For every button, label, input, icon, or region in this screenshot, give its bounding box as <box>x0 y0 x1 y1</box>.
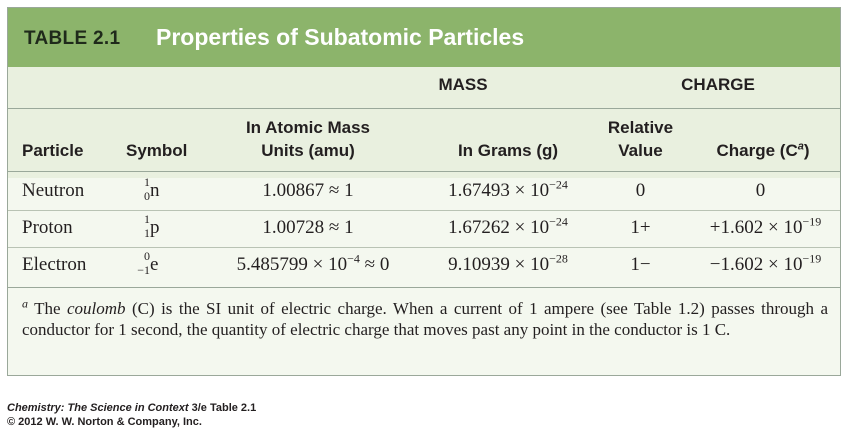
row-rule <box>8 210 840 211</box>
header-grams: In Grams (g) <box>457 141 559 160</box>
header-relative-line1: Relative <box>607 118 674 137</box>
table-frame <box>7 7 841 376</box>
group-rule <box>8 108 840 109</box>
header-amu-line1: In Atomic Mass <box>245 118 371 137</box>
cell-amu-electron: $5.485799 \times 10^{-4} \approx 0$ <box>236 251 390 275</box>
cell-amu-proton: 1.00728 ≈ 1 <box>262 217 354 238</box>
cell-symbol-proton: 1 1 p <box>144 212 160 240</box>
cell-particle-proton: Proton <box>22 217 73 238</box>
header-charge: Charge $(C^a)$ <box>716 140 810 160</box>
group-heading-charge: CHARGE <box>681 75 755 94</box>
cell-relative-neutron: 0 <box>635 180 646 201</box>
table-number: TABLE 2.1 <box>24 28 121 49</box>
footnote-rule <box>8 287 840 288</box>
row-rule <box>8 247 840 248</box>
cell-relative-proton: 1+ <box>630 217 651 238</box>
cell-symbol-neutron: 1 0 n <box>144 175 160 203</box>
group-heading-mass: MASS <box>438 75 488 94</box>
table-title: Properties of Subatomic Particles <box>156 24 525 50</box>
table-footnote: $^a$ The coulomb (C) is the SI unit of electric charge. When a current of 1 ampere (see Table 1.2) passes through a conductor for 1 second, the quantity of electric charge that moves past any point in the conductor is 1 C. <box>22 296 828 339</box>
header-rule <box>8 171 840 172</box>
cell-amu-neutron: 1.00867 ≈ 1 <box>262 180 354 201</box>
cell-grams-proton: $1.67262 \times 10^{-24}$ <box>448 214 568 238</box>
header-amu-line2: Units (amu) <box>261 141 355 160</box>
cell-grams-neutron: $1.67493 \times 10^{-24}$ <box>448 177 568 201</box>
header-symbol: Symbol <box>126 141 188 160</box>
cell-charge-neutron: 0 <box>755 180 766 201</box>
cell-symbol-electron: 0 −1 e <box>137 249 159 277</box>
copyright-credit: © 2012 W. W. Norton & Company, Inc. <box>7 416 202 428</box>
cell-charge-electron: $-1.602 \times 10^{-19}$ <box>709 251 822 275</box>
cell-grams-electron: $9.10939 \times 10^{-28}$ <box>448 251 568 275</box>
source-credit: Chemistry: The Science in Context 3/e Table 2.1 <box>7 402 257 414</box>
cell-particle-electron: Electron <box>22 254 87 275</box>
cell-relative-electron: 1− <box>630 254 651 275</box>
table-title-bar <box>8 8 840 67</box>
cell-particle-neutron: Neutron <box>22 180 85 201</box>
header-particle: Particle <box>22 141 84 160</box>
cell-charge-proton: $+1.602 \times 10^{-19}$ <box>709 214 822 238</box>
header-relative-line2: Value <box>618 141 663 160</box>
